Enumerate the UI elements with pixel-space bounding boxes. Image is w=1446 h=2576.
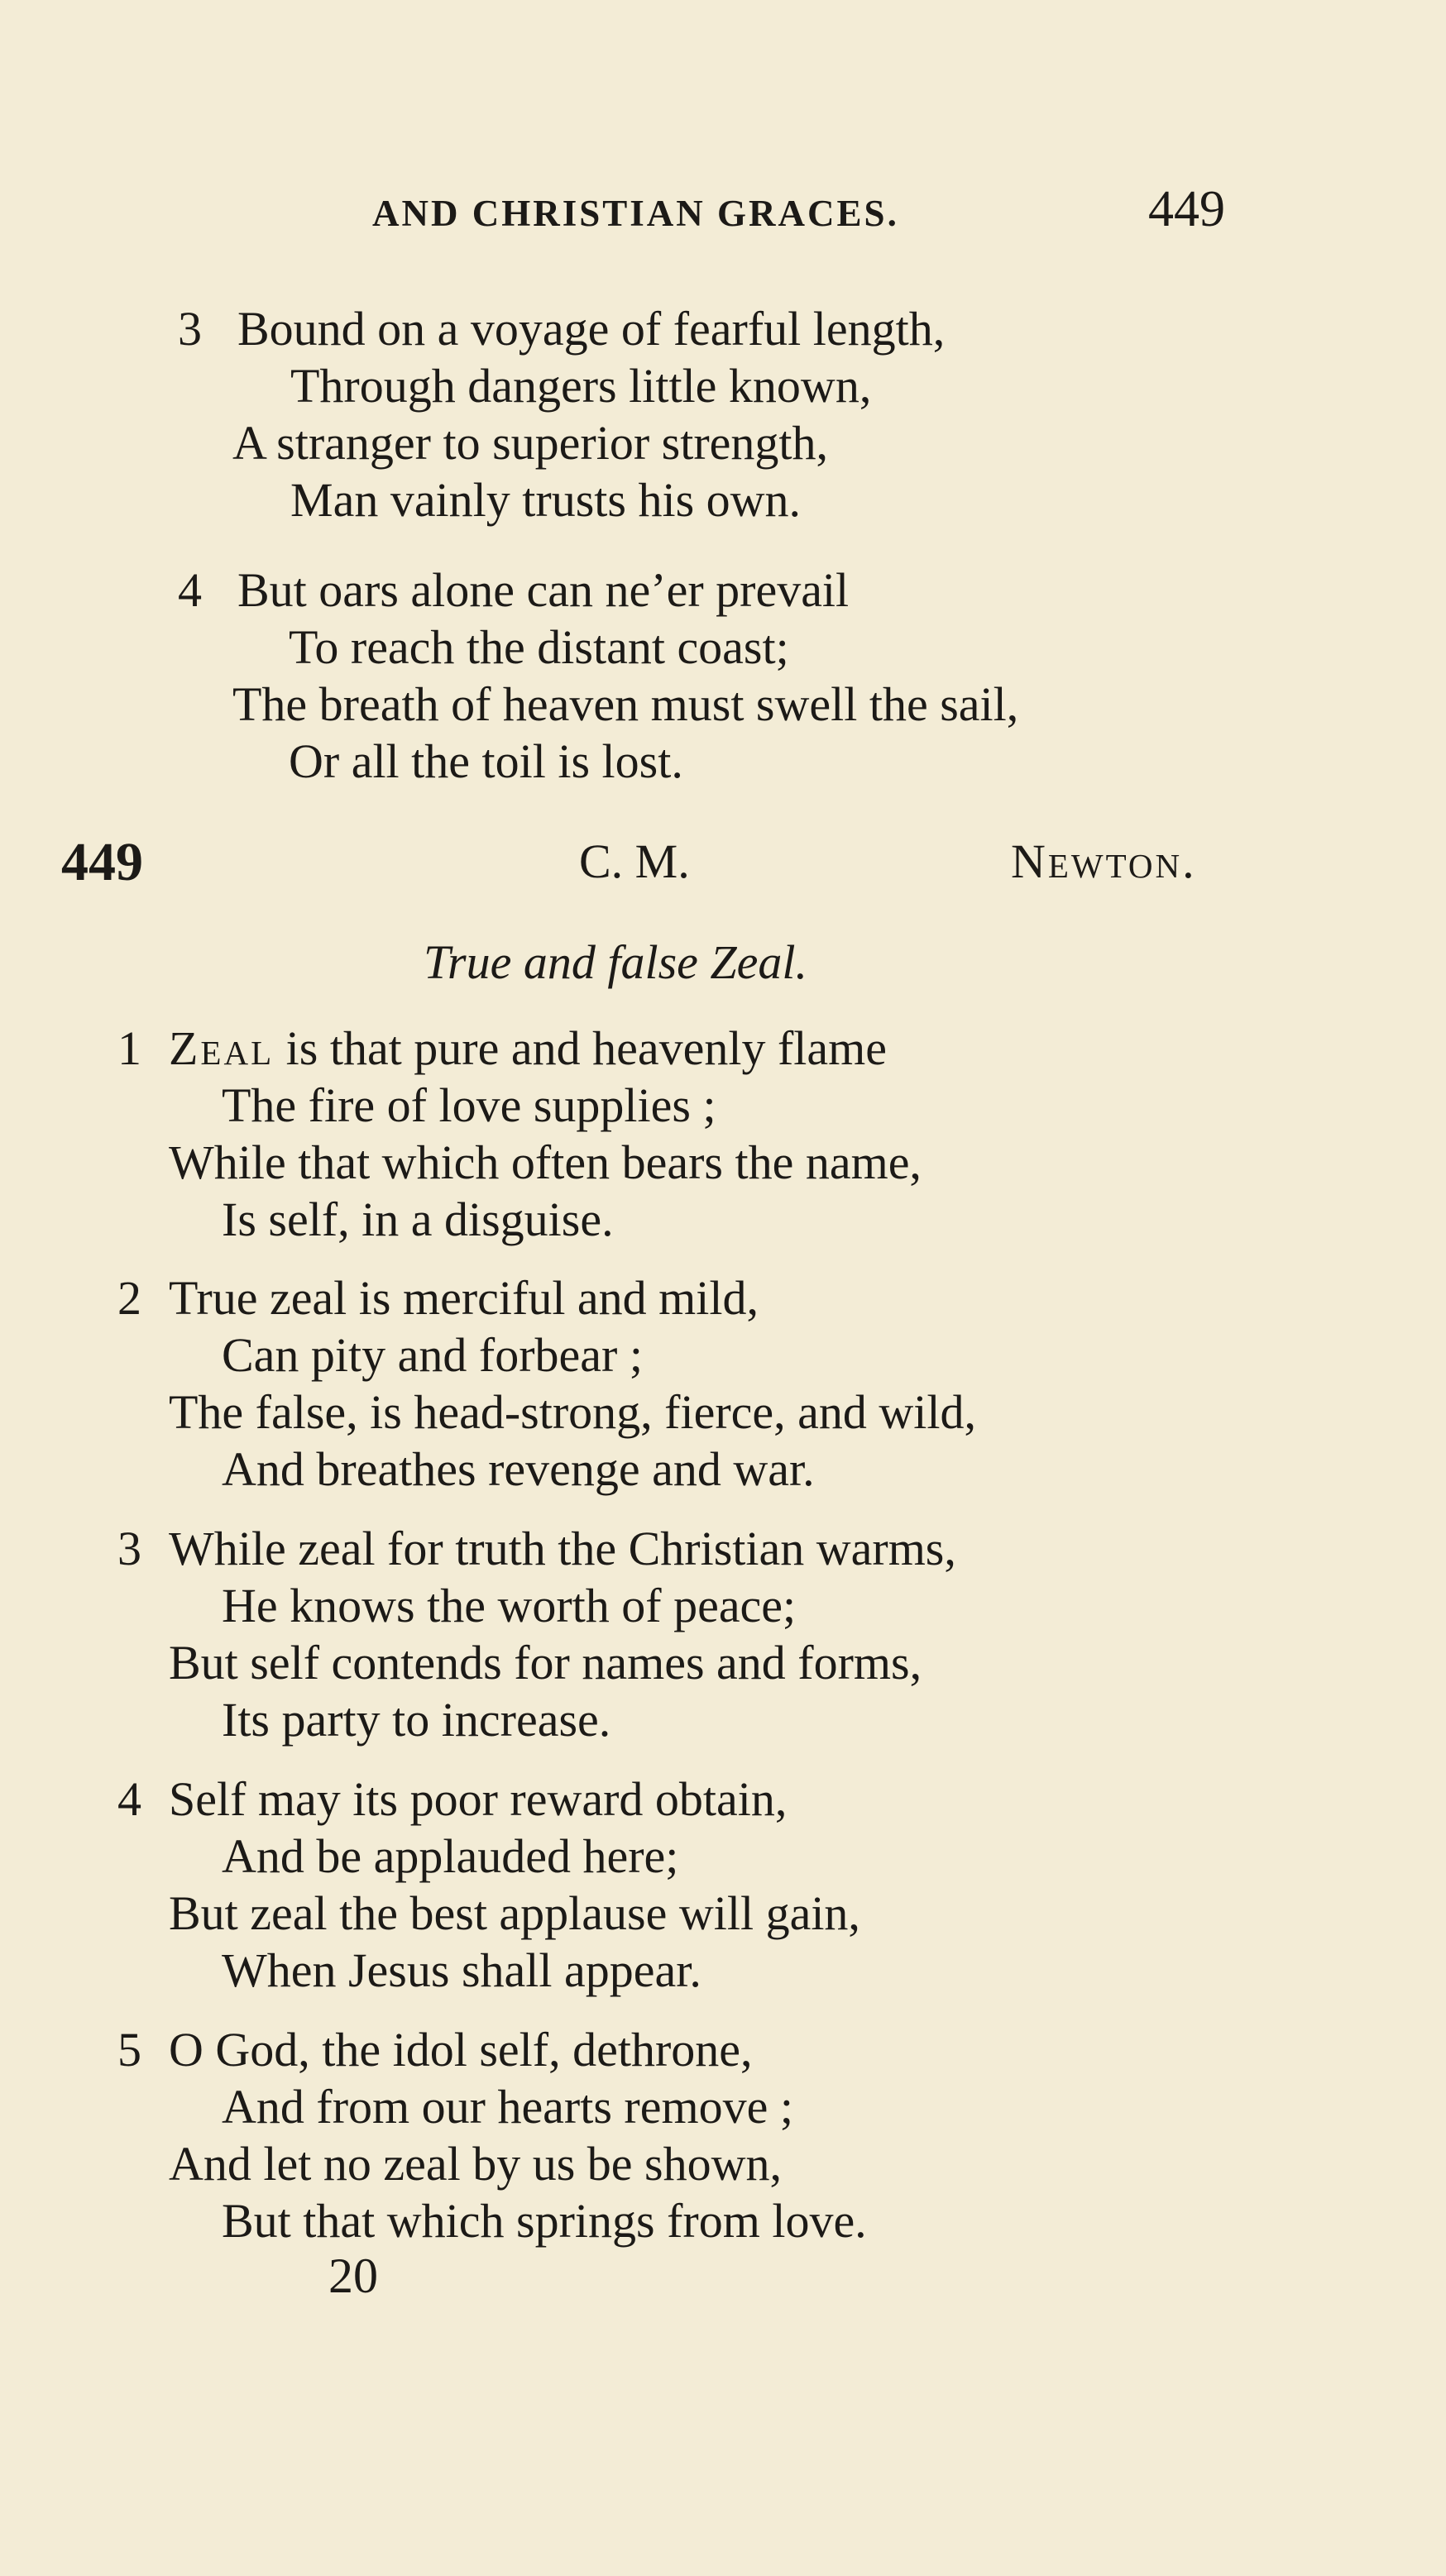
prev-stanza-3	[178, 300, 945, 528]
hymn-author: Newton.	[1011, 834, 1197, 888]
stanza-number: 3	[117, 1522, 141, 1575]
verse-line: When Jesus shall appear.	[222, 1943, 701, 1997]
verse-line: Is self, in a disguise.	[222, 1192, 614, 1246]
verse-line: And breathes revenge and war.	[222, 1442, 815, 1496]
stanza-number: 5	[117, 2023, 141, 2077]
running-head: AND CHRISTIAN GRACES.	[372, 193, 899, 234]
hymn-meter: C. M.	[579, 834, 690, 888]
verse-line: Can pity and forbear ;	[222, 1328, 643, 1382]
stanza-3	[117, 1520, 956, 1748]
verse-line: But zeal the best applause will gain,	[169, 1886, 860, 1940]
stanza-4	[117, 1771, 860, 1999]
verse-line: The breath of heaven must swell the sail,	[232, 677, 1019, 731]
verse-line: O God, the idol self, dethrone,	[169, 2023, 753, 2077]
verse-line: True zeal is merciful and mild,	[169, 1271, 759, 1325]
verse-line: But self contends for names and forms,	[169, 1636, 922, 1689]
verse-line: And be applauded here;	[222, 1829, 679, 1883]
verse-line: But oars alone can ne’er prevail	[237, 563, 850, 617]
stanza-number: 4	[178, 563, 202, 617]
prev-stanza-4	[178, 562, 1018, 790]
verse-line: Bound on a voyage of fearful length,	[237, 302, 946, 356]
verse-line: And from our hearts remove ;	[222, 2080, 793, 2134]
page-number: 449	[1148, 181, 1225, 237]
verse-line: Through dangers little known,	[290, 359, 872, 413]
hymn-number: 449	[61, 832, 143, 892]
verse-line: Zeal is that pure and heavenly flame	[169, 1021, 887, 1075]
signature-mark: 20	[328, 2249, 378, 2303]
verse-line: While zeal for truth the Christian warms,	[169, 1522, 956, 1575]
stanza-number: 3	[178, 302, 202, 356]
verse-line: Or all the toil is lost.	[289, 734, 683, 788]
verse-line: To reach the distant coast;	[289, 620, 789, 674]
verse-line: He knows the worth of peace;	[222, 1579, 797, 1632]
stanza-1	[117, 1020, 922, 1248]
verse-line: While that which often bears the name,	[169, 1135, 922, 1189]
hymn-title: True and false Zeal.	[424, 935, 808, 989]
stanza-number: 1	[117, 1021, 141, 1075]
stanza-number: 4	[117, 1772, 141, 1826]
stanza-5	[117, 2021, 867, 2249]
verse-line: Man vainly trusts his own.	[290, 473, 802, 527]
verse-line: The false, is head-strong, fierce, and wild,	[169, 1385, 976, 1439]
stanza-2	[117, 1269, 976, 1498]
stanza-number: 2	[117, 1271, 141, 1325]
verse-line: But that which springs from love.	[222, 2194, 867, 2248]
verse-line: And let no zeal by us be shown,	[169, 2137, 782, 2191]
first-word: Zeal	[169, 1021, 275, 1075]
verse-line: Its party to increase.	[222, 1693, 611, 1747]
verse-line: A stranger to superior strength,	[232, 416, 829, 470]
verse-line: The fire of love supplies ;	[222, 1078, 716, 1132]
verse-line: Self may its poor reward obtain,	[169, 1772, 788, 1826]
